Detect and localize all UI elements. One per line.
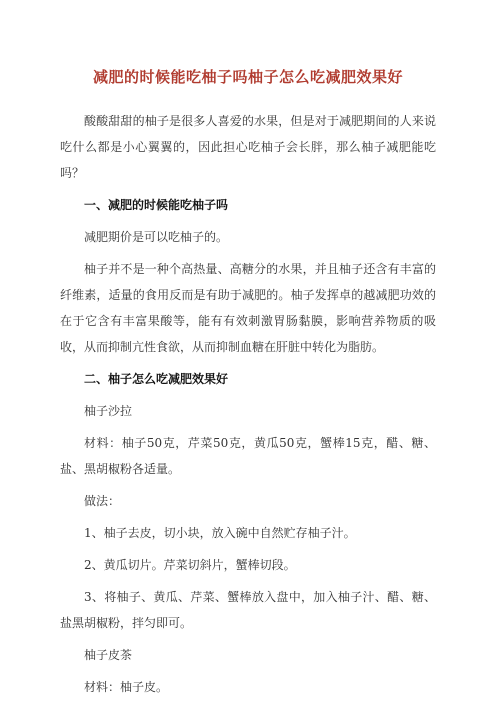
recipe-step: 3、将柚子、黄瓜、芹菜、蟹棒放入盘中，加入柚子汁、醋、糖、盐黑胡椒粉，拌匀即可。 bbox=[60, 590, 436, 630]
recipe-name: 柚子沙拉 bbox=[84, 404, 133, 418]
recipe-name: 柚子皮茶 bbox=[84, 648, 133, 662]
page-title: 减肥的时候能吃柚子吗柚子怎么吃减肥效果好 bbox=[92, 68, 403, 86]
intro-paragraph: 酸酸甜甜的柚子是很多人喜爱的水果，但是对于减肥期间的人来说吃什么都是小心翼翼的，因此担心吃柚子会长胖，那么柚子减肥能吃吗？ bbox=[60, 114, 436, 180]
section-heading-1: 一、减肥的时候能吃柚子吗 bbox=[84, 198, 229, 212]
section-heading-2: 二、柚子怎么吃减肥效果好 bbox=[84, 372, 229, 386]
recipe-step: 2、黄瓜切片。芹菜切斜片，蟹棒切段。 bbox=[84, 558, 296, 572]
paragraph: 减肥期价是可以吃柚子的。 bbox=[84, 230, 229, 244]
recipe-materials: 材料：柚子50克，芹菜50克，黄瓜50克，蟹棒15克，醋、糖、盐、黑胡椒粉各适量。 bbox=[60, 436, 436, 476]
recipe-method-label: 做法： bbox=[84, 494, 121, 508]
article-body bbox=[60, 108, 436, 706]
paragraph: 柚子并不是一种个高热量、高糖分的水果，并且柚子还含有丰富的纤维素，适量的食用反而是有助于减肥的。柚子发挥卓的越减肥功效的在于它含有丰富果酸等，能有有效刺激胃肠黏膜，影响营养物质的吸收，从而抑制亢性食欲，从而抑制血糖在肝脏中转化为脂肪。 bbox=[60, 262, 436, 354]
recipe-step: 1、柚子去皮，切小块，放入碗中自然贮存柚子汁。 bbox=[84, 526, 356, 540]
recipe-materials: 材料：柚子皮。 bbox=[84, 680, 169, 694]
